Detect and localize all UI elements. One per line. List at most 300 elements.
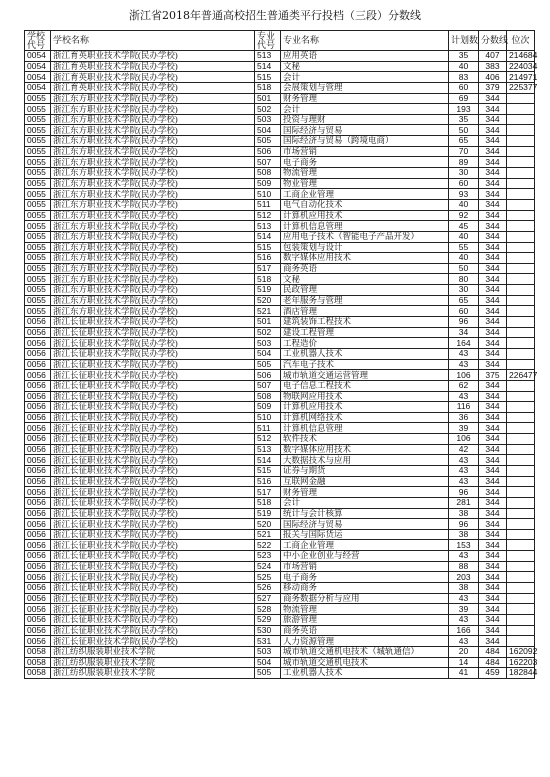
cell-plan: 14 — [449, 657, 479, 668]
table-row — [25, 497, 535, 508]
cell-school-code: 0058 — [25, 646, 51, 657]
cell-school-code: 0055 — [25, 242, 51, 253]
cell-plan: 50 — [449, 263, 479, 274]
cell-major-name: 电子商务 — [281, 157, 449, 168]
cell-major-code: 503 — [255, 338, 281, 349]
cell-rank — [507, 402, 535, 413]
cell-school-name: 浙江长征职业技术学院(民办学校) — [51, 476, 255, 487]
cell-rank — [507, 476, 535, 487]
table-row — [25, 338, 535, 349]
cell-plan: 60 — [449, 82, 479, 93]
cell-plan: 40 — [449, 199, 479, 210]
cell-score: 344 — [479, 317, 507, 328]
cell-plan: 43 — [449, 348, 479, 359]
cell-rank — [507, 614, 535, 625]
cell-plan: 65 — [449, 136, 479, 147]
cell-major-code: 504 — [255, 657, 281, 668]
cell-rank — [507, 306, 535, 317]
cell-rank — [507, 412, 535, 423]
cell-plan: 45 — [449, 221, 479, 232]
cell-school-code: 0056 — [25, 508, 51, 519]
cell-school-name: 浙江长征职业技术学院(民办学校) — [51, 551, 255, 562]
cell-school-name: 浙江东方职业技术学院(民办学校) — [51, 242, 255, 253]
cell-plan: 88 — [449, 561, 479, 572]
cell-major-name: 国际经济与贸易 — [281, 519, 449, 530]
cell-school-code: 0056 — [25, 529, 51, 540]
cell-score: 344 — [479, 551, 507, 562]
cell-major-name: 大数据技术与应用 — [281, 455, 449, 466]
cell-major-name: 市场营销 — [281, 146, 449, 157]
cell-score: 344 — [479, 242, 507, 253]
cell-rank: 214971 — [507, 72, 535, 83]
cell-major-code: 518 — [255, 82, 281, 93]
cell-plan: 80 — [449, 274, 479, 285]
cell-major-name: 计算机应用技术 — [281, 210, 449, 221]
cell-rank — [507, 593, 535, 604]
cell-major-code: 501 — [255, 317, 281, 328]
cell-major-name: 软件技术 — [281, 434, 449, 445]
cell-school-code: 0055 — [25, 210, 51, 221]
cell-school-code: 0058 — [25, 657, 51, 668]
cell-school-code: 0056 — [25, 583, 51, 594]
cell-plan: 69 — [449, 93, 479, 104]
table-row — [25, 540, 535, 551]
cell-score: 459 — [479, 668, 507, 679]
cell-major-name: 建设工程管理 — [281, 327, 449, 338]
cell-score: 344 — [479, 614, 507, 625]
cell-plan: 43 — [449, 593, 479, 604]
table-row — [25, 668, 535, 679]
page-title: 浙江省2018年普通高校招生普通类平行投档（三段）分数线 — [129, 9, 421, 22]
cell-school-code: 0055 — [25, 93, 51, 104]
cell-school-name: 浙江东方职业技术学院(民办学校) — [51, 231, 255, 242]
header-major-name: 专业名称 — [281, 31, 449, 51]
cell-major-code: 515 — [255, 72, 281, 83]
cell-major-name: 人力资源管理 — [281, 636, 449, 647]
cell-score: 344 — [479, 231, 507, 242]
cell-score: 344 — [479, 583, 507, 594]
cell-major-code: 525 — [255, 572, 281, 583]
cell-rank — [507, 519, 535, 530]
cell-major-name: 会计 — [281, 497, 449, 508]
cell-school-code: 0056 — [25, 551, 51, 562]
cell-school-name: 浙江东方职业技术学院(民办学校) — [51, 178, 255, 189]
table-row — [25, 168, 535, 179]
cell-school-code: 0055 — [25, 263, 51, 274]
cell-major-code: 502 — [255, 104, 281, 115]
cell-rank: 162092 — [507, 646, 535, 657]
cell-score: 344 — [479, 434, 507, 445]
cell-major-code: 508 — [255, 391, 281, 402]
cell-major-code: 516 — [255, 476, 281, 487]
table-row — [25, 51, 535, 62]
cell-score: 375 — [479, 370, 507, 381]
admission-score-table — [24, 30, 538, 679]
cell-school-code: 0055 — [25, 146, 51, 157]
table-row — [25, 593, 535, 604]
cell-plan: 43 — [449, 636, 479, 647]
table-row — [25, 402, 535, 413]
table-row — [25, 380, 535, 391]
cell-score: 344 — [479, 497, 507, 508]
cell-major-name: 会计 — [281, 72, 449, 83]
cell-major-code: 510 — [255, 189, 281, 200]
cell-major-code: 518 — [255, 497, 281, 508]
table-row — [25, 614, 535, 625]
cell-major-name: 建筑装饰工程技术 — [281, 317, 449, 328]
cell-school-name: 浙江长征职业技术学院(民办学校) — [51, 402, 255, 413]
cell-score: 344 — [479, 593, 507, 604]
table-row — [25, 61, 535, 72]
cell-rank: 224034 — [507, 61, 535, 72]
cell-plan: 40 — [449, 253, 479, 264]
cell-school-code: 0055 — [25, 114, 51, 125]
cell-school-name: 浙江长征职业技术学院(民办学校) — [51, 497, 255, 508]
cell-score: 344 — [479, 114, 507, 125]
table-row — [25, 636, 535, 647]
cell-school-code: 0055 — [25, 136, 51, 147]
cell-school-code: 0055 — [25, 189, 51, 200]
cell-major-name: 互联网金融 — [281, 476, 449, 487]
cell-school-code: 0055 — [25, 168, 51, 179]
cell-score: 344 — [479, 146, 507, 157]
table-row — [25, 434, 535, 445]
cell-score: 344 — [479, 402, 507, 413]
cell-rank — [507, 242, 535, 253]
cell-rank — [507, 636, 535, 647]
table-row — [25, 274, 535, 285]
cell-plan: 20 — [449, 646, 479, 657]
header-major-code — [255, 31, 281, 51]
table-row — [25, 508, 535, 519]
cell-rank — [507, 104, 535, 115]
cell-major-code: 529 — [255, 614, 281, 625]
cell-school-name: 浙江东方职业技术学院(民办学校) — [51, 168, 255, 179]
cell-score: 344 — [479, 359, 507, 370]
cell-school-name: 浙江东方职业技术学院(民办学校) — [51, 93, 255, 104]
cell-score: 344 — [479, 221, 507, 232]
cell-school-name: 浙江东方职业技术学院(民办学校) — [51, 285, 255, 296]
cell-rank: 225377 — [507, 82, 535, 93]
cell-plan: 42 — [449, 444, 479, 455]
cell-school-name: 浙江长征职业技术学院(民办学校) — [51, 561, 255, 572]
cell-school-code: 0056 — [25, 455, 51, 466]
cell-score: 344 — [479, 625, 507, 636]
cell-school-code: 0056 — [25, 434, 51, 445]
table-row — [25, 253, 535, 264]
cell-score: 344 — [479, 519, 507, 530]
cell-major-code: 526 — [255, 583, 281, 594]
cell-rank — [507, 434, 535, 445]
cell-school-name: 浙江长征职业技术学院(民办学校) — [51, 572, 255, 583]
cell-school-name: 浙江长征职业技术学院(民办学校) — [51, 614, 255, 625]
cell-plan: 40 — [449, 61, 479, 72]
cell-school-code: 0056 — [25, 444, 51, 455]
cell-plan: 96 — [449, 317, 479, 328]
cell-school-name: 浙江长征职业技术学院(民办学校) — [51, 348, 255, 359]
cell-school-code: 0056 — [25, 625, 51, 636]
table-row — [25, 125, 535, 136]
cell-school-name: 浙江育英职业技术学院(民办学校) — [51, 51, 255, 62]
cell-rank — [507, 508, 535, 519]
cell-major-code: 510 — [255, 412, 281, 423]
cell-major-name: 国际经济与贸易（跨境电商） — [281, 136, 449, 147]
cell-school-code: 0055 — [25, 178, 51, 189]
cell-score: 344 — [479, 189, 507, 200]
cell-school-code: 0055 — [25, 157, 51, 168]
cell-major-name: 城市轨道交通运营管理 — [281, 370, 449, 381]
cell-school-code: 0056 — [25, 402, 51, 413]
cell-school-name: 浙江长征职业技术学院(民办学校) — [51, 604, 255, 615]
cell-plan: 106 — [449, 434, 479, 445]
cell-major-name: 工业机器人技术 — [281, 668, 449, 679]
cell-major-name: 计算机信息管理 — [281, 423, 449, 434]
table-row — [25, 210, 535, 221]
cell-school-code: 0056 — [25, 412, 51, 423]
cell-school-name: 浙江纺织服装职业技术学院 — [51, 646, 255, 657]
cell-rank — [507, 178, 535, 189]
cell-school-name: 浙江长征职业技术学院(民办学校) — [51, 434, 255, 445]
cell-school-name: 浙江东方职业技术学院(民办学校) — [51, 136, 255, 147]
cell-major-code: 527 — [255, 593, 281, 604]
table-row — [25, 306, 535, 317]
cell-major-name: 商务英语 — [281, 263, 449, 274]
cell-major-code: 524 — [255, 561, 281, 572]
header-school-code — [25, 31, 51, 51]
table-row — [25, 317, 535, 328]
cell-plan: 43 — [449, 476, 479, 487]
cell-major-code: 512 — [255, 434, 281, 445]
cell-rank — [507, 583, 535, 594]
cell-school-code: 0056 — [25, 593, 51, 604]
cell-score: 344 — [479, 157, 507, 168]
cell-major-code: 505 — [255, 136, 281, 147]
cell-rank — [507, 529, 535, 540]
cell-rank: 214684 — [507, 51, 535, 62]
cell-major-name: 城市轨道交通机电技术（城轨通信） — [281, 646, 449, 657]
table-row — [25, 529, 535, 540]
cell-major-name: 物流管理 — [281, 604, 449, 615]
cell-major-name: 投资与理财 — [281, 114, 449, 125]
cell-plan: 36 — [449, 412, 479, 423]
cell-score: 344 — [479, 540, 507, 551]
table-row — [25, 327, 535, 338]
table-row — [25, 646, 535, 657]
cell-major-name: 商务英语 — [281, 625, 449, 636]
table-row — [25, 189, 535, 200]
cell-school-name: 浙江东方职业技术学院(民办学校) — [51, 146, 255, 157]
cell-major-name: 会展策划与管理 — [281, 82, 449, 93]
cell-major-code: 514 — [255, 455, 281, 466]
cell-school-name: 浙江长征职业技术学院(民办学校) — [51, 583, 255, 594]
cell-score: 344 — [479, 306, 507, 317]
cell-school-name: 浙江东方职业技术学院(民办学校) — [51, 189, 255, 200]
cell-major-code: 501 — [255, 93, 281, 104]
table-row — [25, 348, 535, 359]
table-row — [25, 104, 535, 115]
cell-score: 344 — [479, 178, 507, 189]
cell-rank — [507, 210, 535, 221]
cell-score: 344 — [479, 274, 507, 285]
cell-rank — [507, 465, 535, 476]
cell-plan: 166 — [449, 625, 479, 636]
cell-plan: 55 — [449, 242, 479, 253]
cell-score: 344 — [479, 125, 507, 136]
cell-rank: 182844 — [507, 668, 535, 679]
table-row — [25, 146, 535, 157]
cell-plan: 43 — [449, 551, 479, 562]
cell-score: 344 — [479, 423, 507, 434]
cell-major-code: 509 — [255, 178, 281, 189]
cell-major-name: 工商企业管理 — [281, 540, 449, 551]
cell-school-name: 浙江纺织服装职业技术学院 — [51, 668, 255, 679]
cell-rank — [507, 317, 535, 328]
cell-major-name: 酒店管理 — [281, 306, 449, 317]
table-row — [25, 82, 535, 93]
cell-school-name: 浙江长征职业技术学院(民办学校) — [51, 391, 255, 402]
cell-school-code: 0056 — [25, 519, 51, 530]
cell-major-name: 工程造价 — [281, 338, 449, 349]
cell-school-code: 0056 — [25, 380, 51, 391]
cell-rank — [507, 274, 535, 285]
cell-rank — [507, 199, 535, 210]
cell-score: 344 — [479, 561, 507, 572]
cell-major-code: 507 — [255, 380, 281, 391]
cell-plan: 62 — [449, 380, 479, 391]
cell-major-code: 503 — [255, 114, 281, 125]
cell-plan: 43 — [449, 614, 479, 625]
cell-school-name: 浙江长征职业技术学院(民办学校) — [51, 529, 255, 540]
cell-major-code: 512 — [255, 210, 281, 221]
cell-school-name: 浙江育英职业技术学院(民办学校) — [51, 82, 255, 93]
cell-score: 383 — [479, 61, 507, 72]
cell-school-name: 浙江长征职业技术学院(民办学校) — [51, 359, 255, 370]
cell-school-name: 浙江长征职业技术学院(民办学校) — [51, 370, 255, 381]
table-row — [25, 551, 535, 562]
table-row — [25, 412, 535, 423]
cell-school-name: 浙江东方职业技术学院(民办学校) — [51, 199, 255, 210]
cell-school-name: 浙江长征职业技术学院(民办学校) — [51, 338, 255, 349]
cell-major-code: 509 — [255, 402, 281, 413]
cell-major-name: 应用英语 — [281, 51, 449, 62]
cell-plan: 39 — [449, 604, 479, 615]
cell-major-code: 513 — [255, 221, 281, 232]
cell-rank — [507, 146, 535, 157]
cell-rank: 226477 — [507, 370, 535, 381]
cell-major-name: 数字媒体应用技术 — [281, 253, 449, 264]
cell-major-name: 物联网应用技术 — [281, 391, 449, 402]
cell-major-code: 511 — [255, 423, 281, 434]
cell-major-name: 商务数据分析与应用 — [281, 593, 449, 604]
cell-major-code: 517 — [255, 263, 281, 274]
cell-school-name: 浙江东方职业技术学院(民办学校) — [51, 306, 255, 317]
cell-plan: 43 — [449, 465, 479, 476]
cell-rank — [507, 359, 535, 370]
cell-school-code: 0055 — [25, 295, 51, 306]
cell-major-name: 文秘 — [281, 61, 449, 72]
cell-major-name: 工业机器人技术 — [281, 348, 449, 359]
cell-score: 344 — [479, 199, 507, 210]
cell-plan: 43 — [449, 455, 479, 466]
cell-major-name: 物流管理 — [281, 168, 449, 179]
table-row — [25, 114, 535, 125]
cell-major-name: 财务管理 — [281, 487, 449, 498]
cell-school-code: 0056 — [25, 317, 51, 328]
cell-major-name: 物业管理 — [281, 178, 449, 189]
cell-score: 344 — [479, 476, 507, 487]
cell-score: 344 — [479, 444, 507, 455]
cell-school-name: 浙江育英职业技术学院(民办学校) — [51, 72, 255, 83]
cell-school-code: 0055 — [25, 306, 51, 317]
cell-major-name: 计算机信息管理 — [281, 221, 449, 232]
cell-score: 344 — [479, 338, 507, 349]
cell-plan: 35 — [449, 51, 479, 62]
table-row — [25, 444, 535, 455]
cell-school-name: 浙江东方职业技术学院(民办学校) — [51, 125, 255, 136]
cell-major-name: 统计与会计核算 — [281, 508, 449, 519]
table-row — [25, 391, 535, 402]
cell-school-name: 浙江长征职业技术学院(民办学校) — [51, 636, 255, 647]
cell-major-name: 计算机网络技术 — [281, 412, 449, 423]
cell-score: 344 — [479, 529, 507, 540]
cell-school-code: 0056 — [25, 487, 51, 498]
cell-score: 344 — [479, 604, 507, 615]
cell-score: 344 — [479, 253, 507, 264]
cell-rank — [507, 423, 535, 434]
cell-school-name: 浙江长征职业技术学院(民办学校) — [51, 380, 255, 391]
cell-rank — [507, 295, 535, 306]
cell-major-code: 514 — [255, 231, 281, 242]
cell-score: 344 — [479, 465, 507, 476]
cell-plan: 41 — [449, 668, 479, 679]
table-row — [25, 242, 535, 253]
cell-school-code: 0056 — [25, 476, 51, 487]
cell-score: 344 — [479, 295, 507, 306]
cell-school-code: 0056 — [25, 540, 51, 551]
cell-major-code: 515 — [255, 465, 281, 476]
cell-school-code: 0056 — [25, 465, 51, 476]
cell-school-name: 浙江长征职业技术学院(民办学校) — [51, 540, 255, 551]
cell-major-code: 502 — [255, 327, 281, 338]
cell-school-name: 浙江东方职业技术学院(民办学校) — [51, 253, 255, 264]
cell-school-code: 0056 — [25, 348, 51, 359]
cell-major-code: 520 — [255, 519, 281, 530]
cell-school-code: 0056 — [25, 327, 51, 338]
cell-major-code: 511 — [255, 199, 281, 210]
cell-major-code: 505 — [255, 668, 281, 679]
cell-rank — [507, 540, 535, 551]
cell-rank — [507, 189, 535, 200]
table-row — [25, 487, 535, 498]
cell-rank — [507, 327, 535, 338]
cell-school-name: 浙江长征职业技术学院(民办学校) — [51, 593, 255, 604]
table-row — [25, 572, 535, 583]
cell-plan: 106 — [449, 370, 479, 381]
cell-score: 344 — [479, 391, 507, 402]
cell-major-code: 523 — [255, 551, 281, 562]
cell-school-code: 0056 — [25, 636, 51, 647]
cell-major-name: 电子信息工程技术 — [281, 380, 449, 391]
table-row — [25, 583, 535, 594]
cell-score: 344 — [479, 168, 507, 179]
cell-major-code: 513 — [255, 51, 281, 62]
cell-school-name: 浙江长征职业技术学院(民办学校) — [51, 412, 255, 423]
cell-rank — [507, 487, 535, 498]
table-row — [25, 465, 535, 476]
cell-school-code: 0056 — [25, 572, 51, 583]
table-row — [25, 370, 535, 381]
cell-score: 407 — [479, 51, 507, 62]
